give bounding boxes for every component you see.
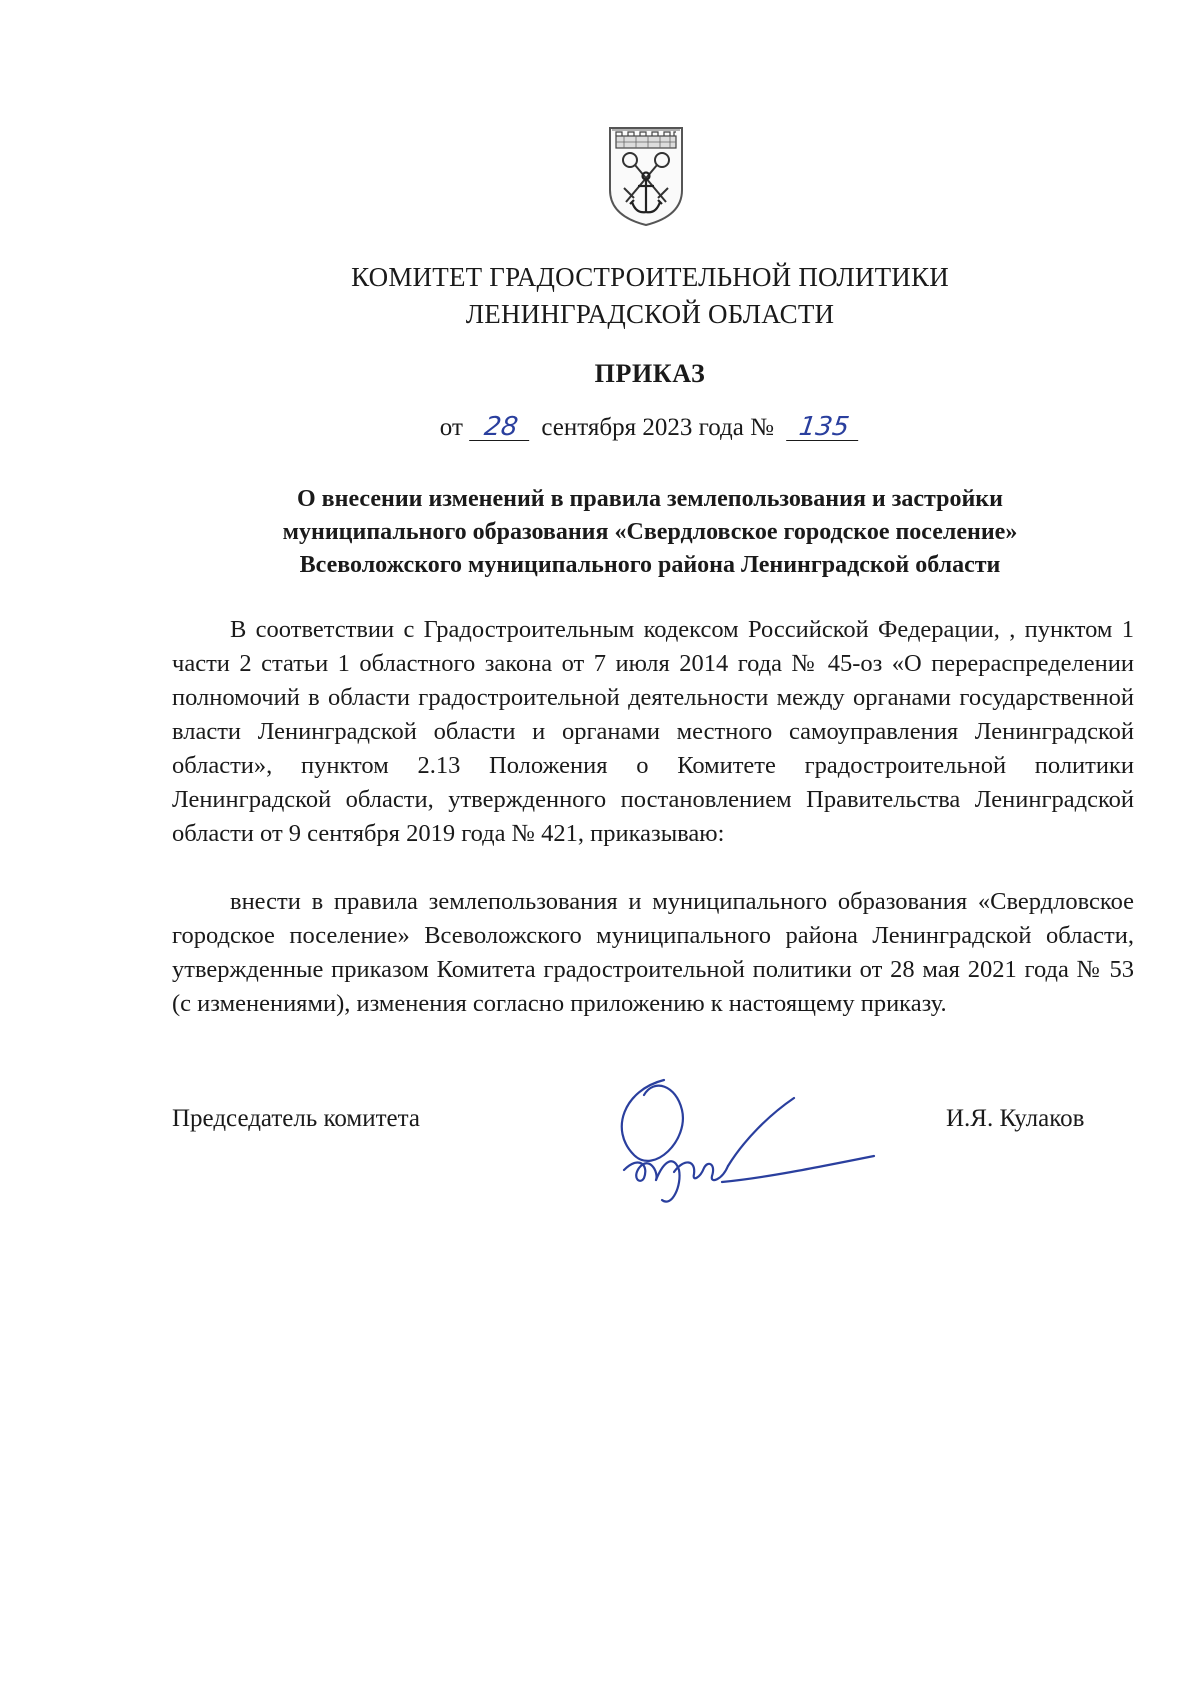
body-paragraph-2-text: внести в правила землепользования и муниципального образования «Свердловское городское поселение» Всеволожского муниципального района Ленинградской области, утвержденные приказом Комитета градостроительной политики от 28 мая 2021 года № 53 (с изменениями), изменения согласно приложению к настоящему приказу. xyxy=(172,888,1134,1017)
subject-line-1: О внесении изменений в правила землепользования и застройки xyxy=(297,486,1003,512)
date-prefix: от xyxy=(439,414,463,441)
order-date-line xyxy=(0,414,1200,442)
subject-line-3: Всеволожского муниципального района Ленинградской области xyxy=(299,552,1001,578)
organization-name-line-2: ЛЕНИНГРАДСКОЙ ОБЛАСТИ xyxy=(465,299,835,329)
signer-name: И.Я. Кулаков xyxy=(946,1105,1085,1132)
subject-line-2: муниципального образования «Свердловское городское поселение» xyxy=(282,519,1018,545)
order-day-handwritten: 28 xyxy=(469,414,533,441)
order-month-year: сентября 2023 года № xyxy=(541,414,774,441)
document-type-title: ПРИКАЗ xyxy=(594,359,706,388)
body-paragraph-1 xyxy=(172,613,1134,851)
organization-name-line-1: КОМИТЕТ ГРАДОСТРОИТЕЛЬНОЙ ПОЛИТИКИ xyxy=(351,262,949,292)
handwritten-signature xyxy=(604,1060,884,1210)
body-paragraph-1-text: В соответствии с Градостроительным кодексом Российской Федерации, , пунктом 1 части 2 статьи 1 областного закона от 7 июля 2014 года № 45-оз «О перераспределении полномочий в области градостроительной деятельности между органами государственной власти Ленинградской области и органами местного самоуправления Ленинградской области», пунктом 2.13 Положения о Комитете градостроительной политики Ленинградской области, утвержденного постановлением Правительства Ленинградской области от 9 сентября 2019 года № 421, приказываю: xyxy=(172,616,1134,847)
order-number-handwritten: 135 xyxy=(786,414,862,441)
coat-of-arms-icon xyxy=(606,124,686,228)
signer-position: Председатель комитета xyxy=(172,1105,420,1132)
body-paragraph-2 xyxy=(172,885,1134,1021)
